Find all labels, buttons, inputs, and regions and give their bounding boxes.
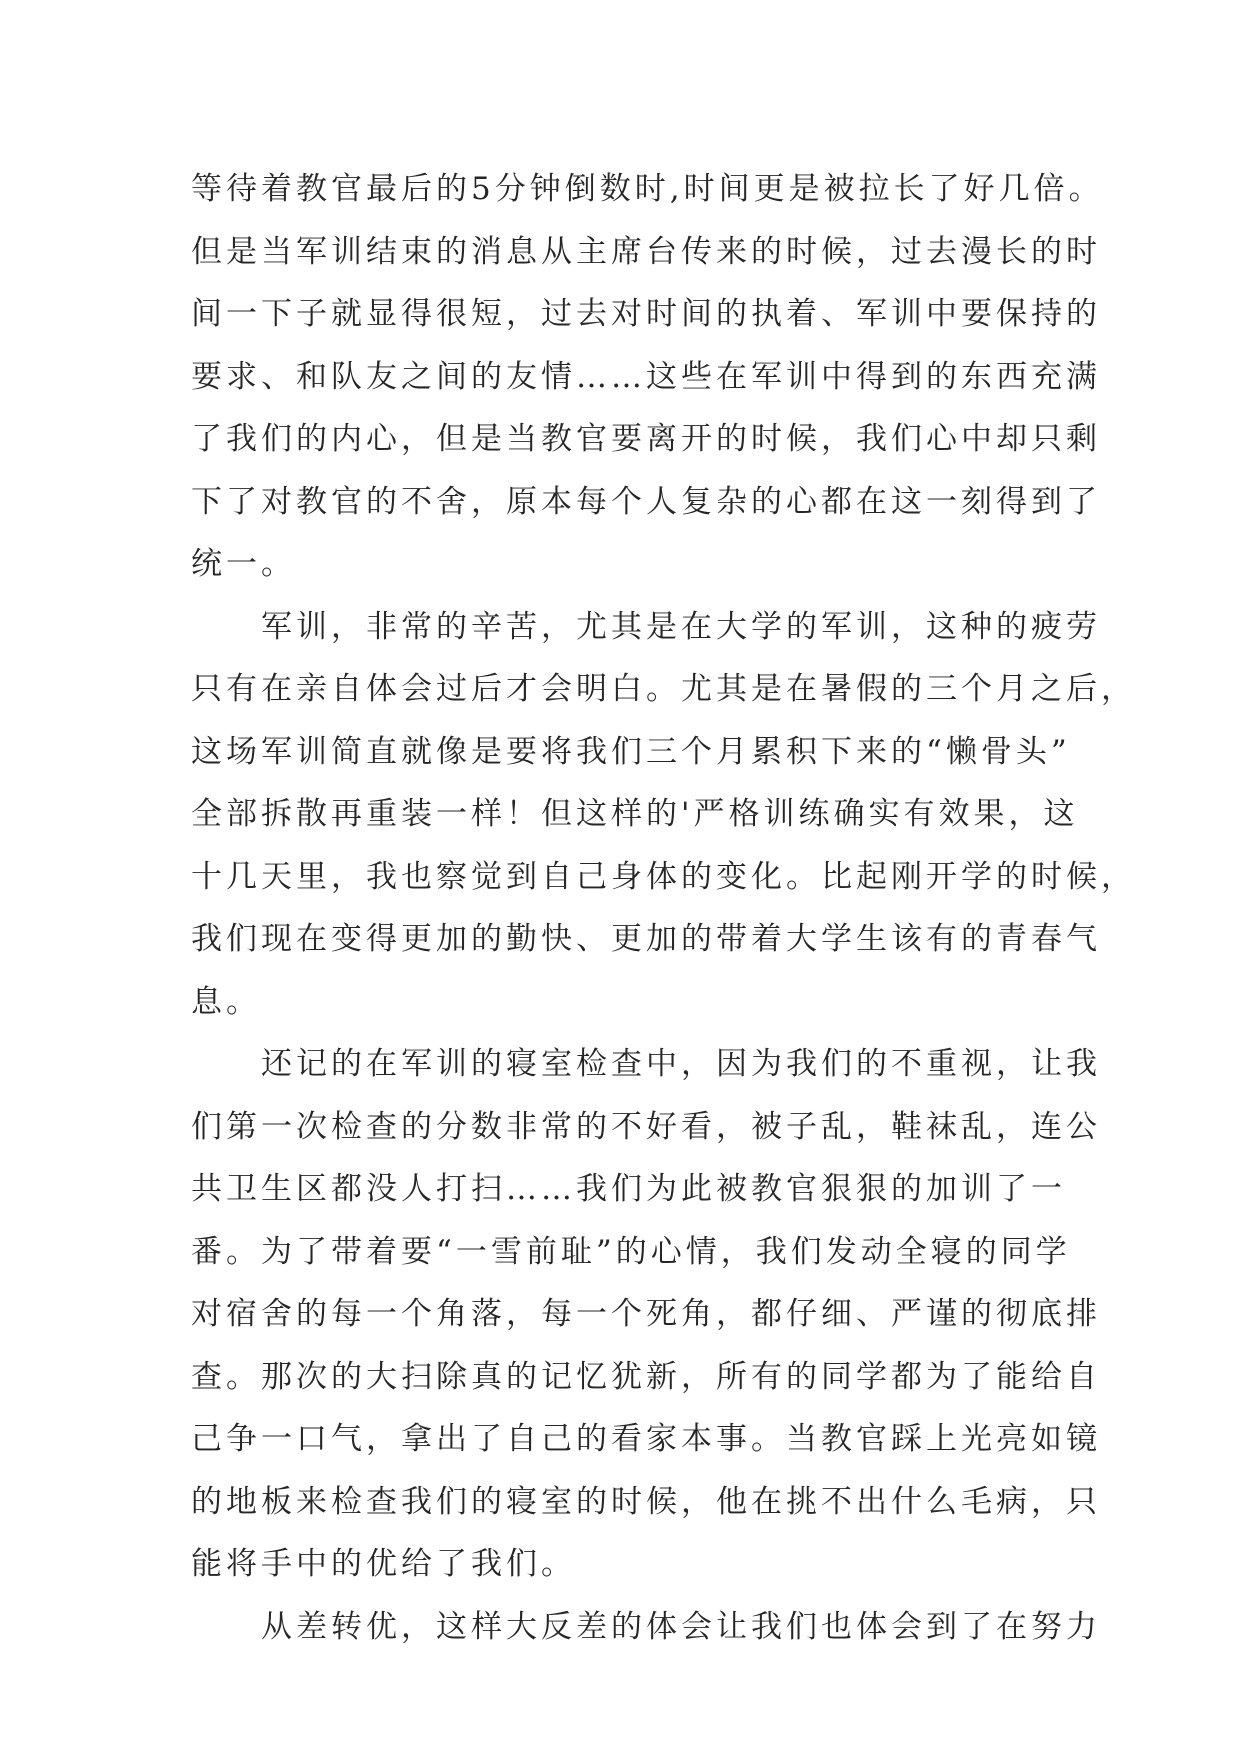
text-line: 息。 [191, 983, 261, 1020]
text-line: 的地板来检查我们的寝室的时候，他在挑不出什么毛病，只 [191, 1483, 1101, 1520]
text-line: 己争一口气，拿出了自己的看家本事。当教官踩上光亮如镜 [191, 1421, 1101, 1457]
text-line: 间一下子就显得很短，过去对时间的执着、军训中要保持的 [191, 296, 1101, 332]
text-line: 还记的在军训的寝室检查中，因为我们的不重视，让我 [191, 1046, 1101, 1082]
text-line: 对宿舍的每一个角落，每一个死角，都仔细、严谨的彻底排 [191, 1296, 1101, 1332]
text-line: 要求、和队友之间的友情……这些在军训中得到的东西充满 [191, 358, 1101, 395]
text-line: 统一。 [191, 546, 296, 582]
text-line: 我们现在变得更加的勤快、更加的带着大学生该有的青春气 [191, 921, 1101, 957]
body-text [191, 158, 1136, 1658]
text-line: 了我们的内心，但是当教官要离开的时候，我们心中却只剩 [191, 421, 1101, 457]
text-line: 下了对教官的不舍，原本每个人复杂的心都在这一刻得到了 [191, 483, 1101, 520]
text-line: 从差转优，这样大反差的体会让我们也体会到了在努力 [191, 1608, 1101, 1645]
text-line: 只有在亲自体会过后才会明白。尤其是在暑假的三个月之后， [191, 671, 1136, 707]
text-line: 们第一次检查的分数非常的不好看，被子乱，鞋袜乱，连公 [191, 1108, 1101, 1145]
text-line: 共卫生区都没人打扫……我们为此被教官狠狠的加训了一 [191, 1171, 1066, 1207]
text-line: 能将手中的优给了我们。 [191, 1546, 576, 1582]
text-line: 军训，非常的辛苦，尤其是在大学的军训，这种的疲劳 [191, 608, 1101, 645]
text-line: 番。为了带着要“一雪前耻”的心情，我们发动全寝的同学 [191, 1233, 1071, 1270]
text-line: 查。那次的大扫除真的记忆犹新，所有的同学都为了能给自 [191, 1358, 1101, 1395]
text-line: 但是当军训结束的消息从主席台传来的时候，过去漫长的时 [191, 233, 1101, 270]
text-line: 全部拆散再重装一样！但这样的'严格训练确实有效果，这 [191, 796, 1079, 832]
text-line: 十几天里，我也察觉到自己身体的变化。比起刚开学的时候， [191, 858, 1136, 895]
text-line: 等待着教官最后的5分钟倒数时,时间更是被拉长了好几倍。 [191, 171, 1104, 207]
text-line: 这场军训简直就像是要将我们三个月累积下来的“懒骨头” [191, 733, 1071, 770]
